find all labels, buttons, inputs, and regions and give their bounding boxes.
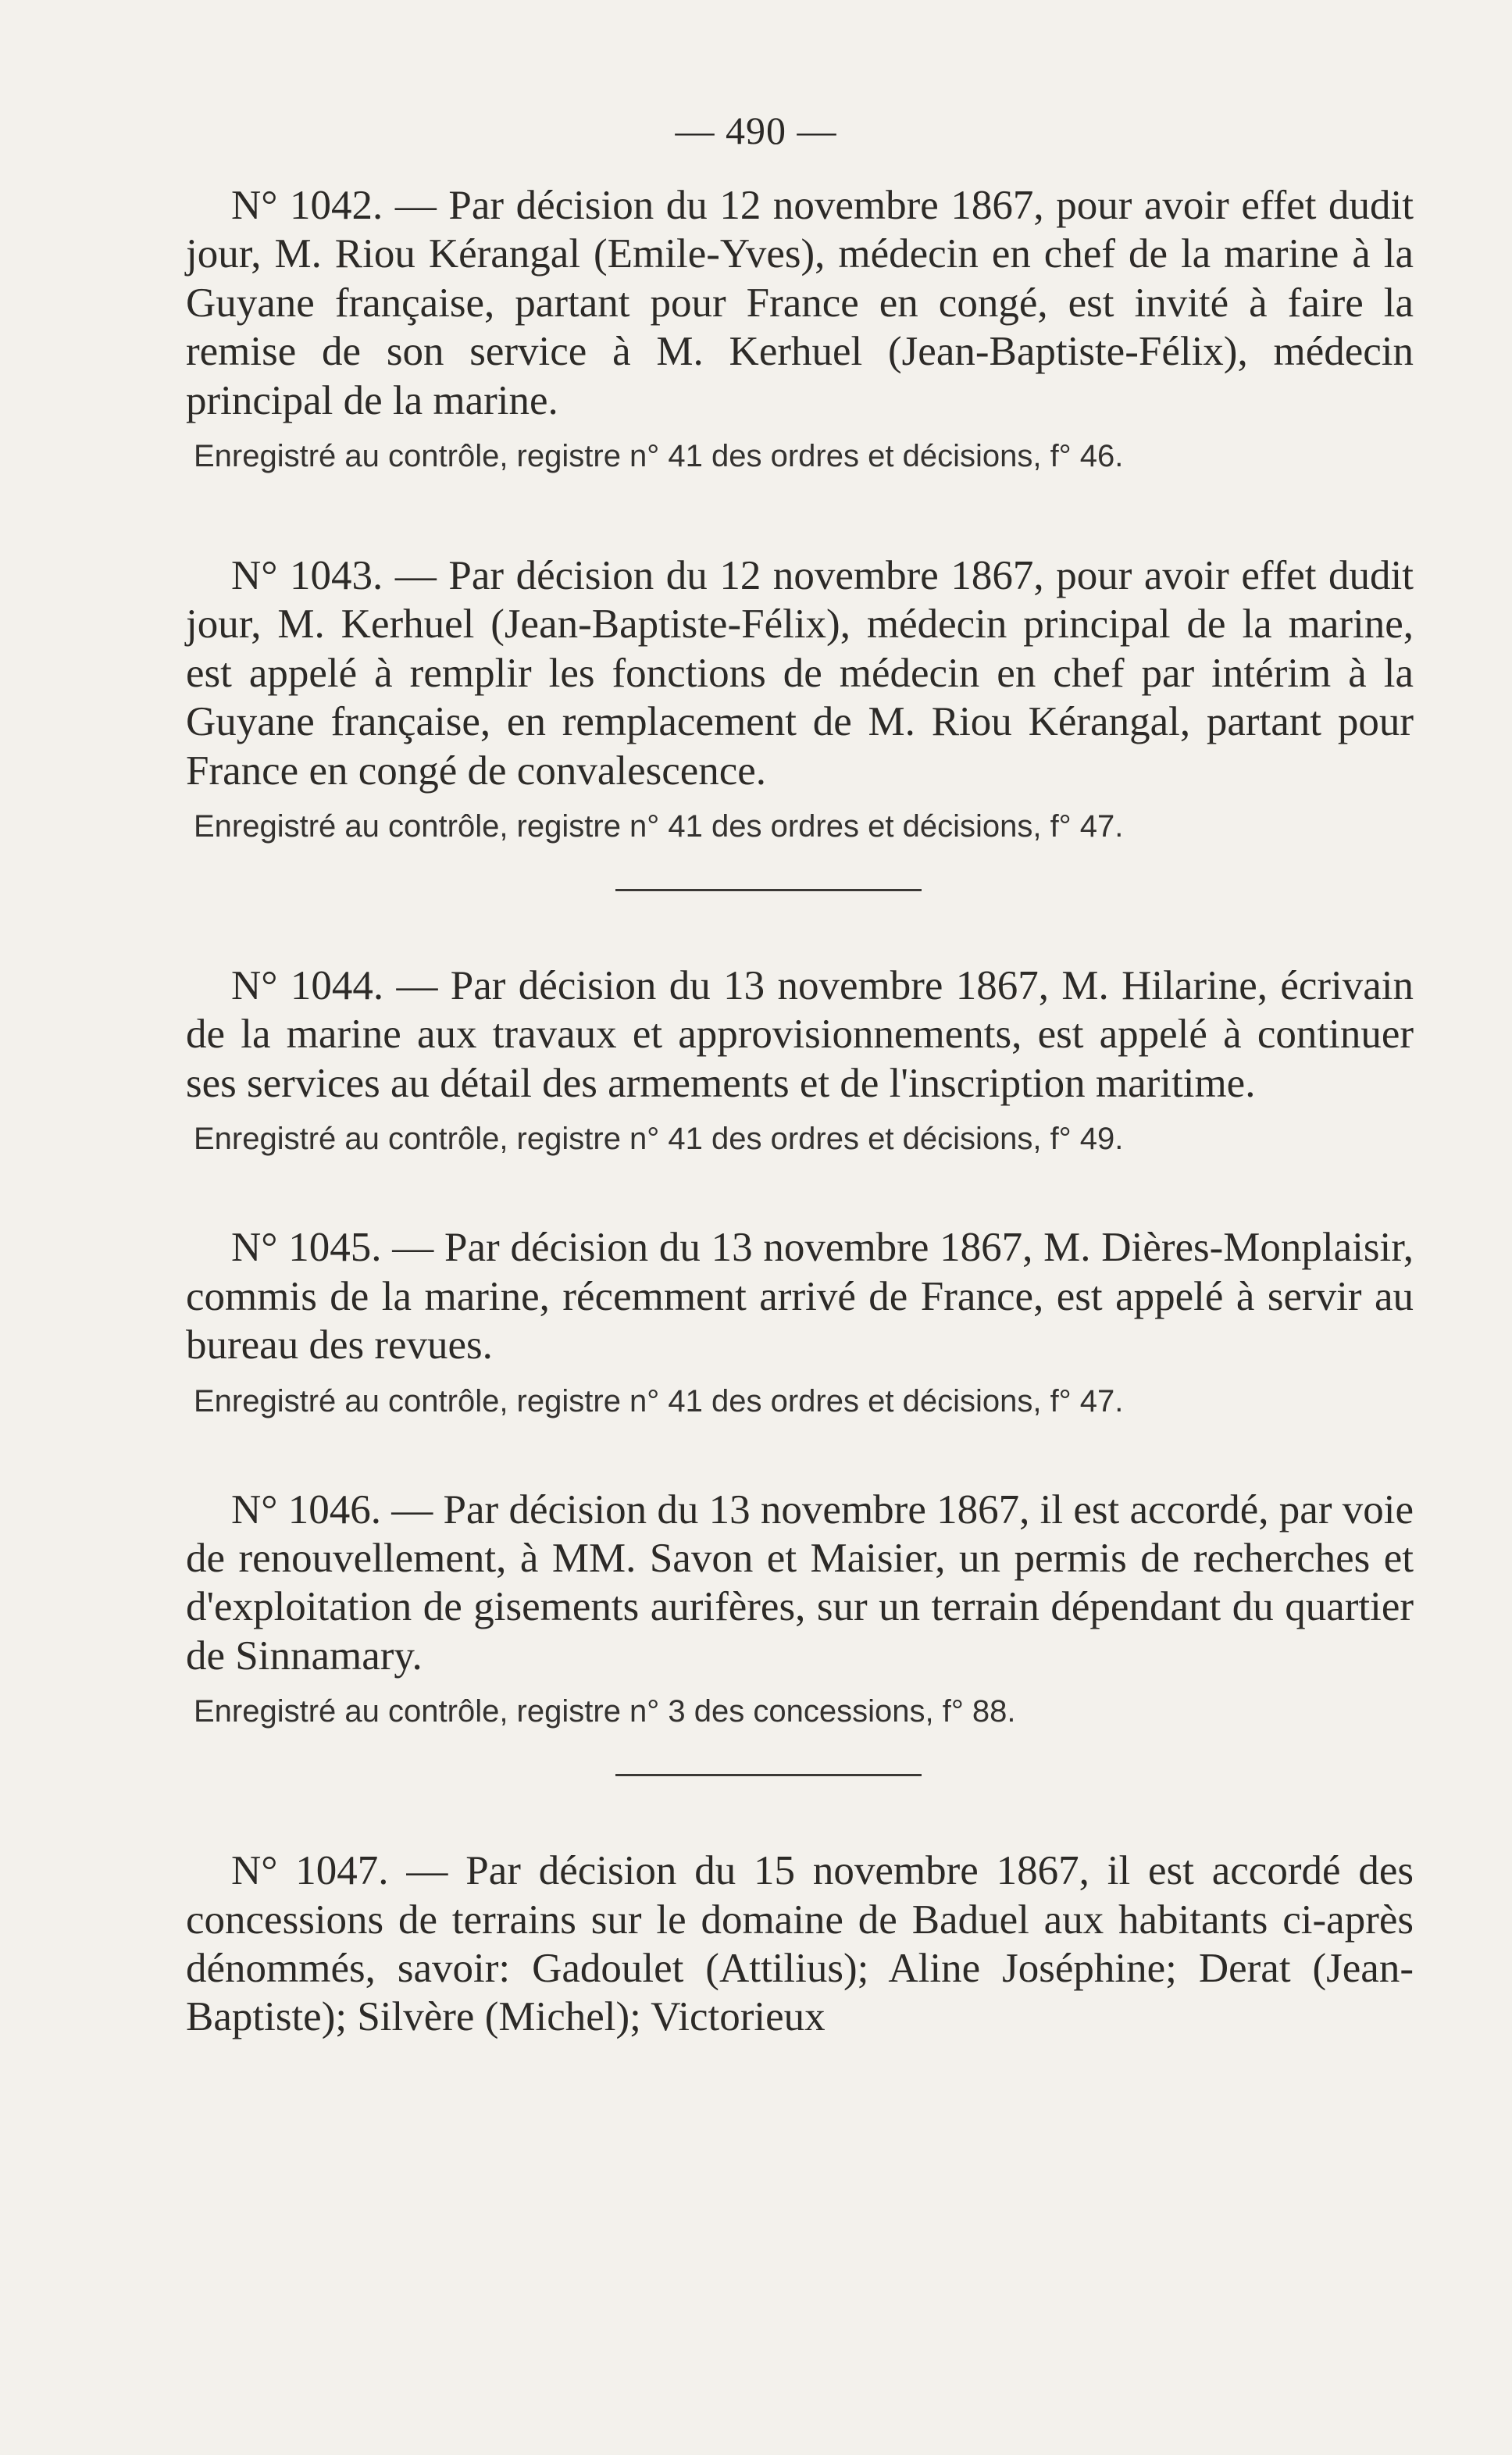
entry-number: N° 1043.: [231, 553, 383, 599]
entry-paragraph: [186, 1223, 1414, 1369]
registration-note: Enregistré au contrôle, registre n° 41 des ordres et décisions, f° 46.: [194, 439, 1124, 474]
entry-text: — Par décision du 12 novembre 1867, pour avoir effet dudit jour, M. Kerhuel (Jean-Baptiste-Félix), médecin principal de la marine, est appelé à remplir les fonctions de médecin en chef par intérim à la Guyane française, en remplacement de M. Riou Kérangal, partant pour France en congé de convalescence.: [186, 553, 1414, 794]
entry-text: — Par décision du 12 novembre 1867, pour avoir effet dudit jour, M. Riou Kérangal (Emile-Yves), médecin en chef de la marine à la Guyane française, partant pour France en congé, est invité à faire la remise de son service à M. Kerhuel (Jean-Baptiste-Félix), médecin principal de la marine.: [186, 183, 1414, 423]
page-number: — 490 —: [675, 109, 837, 152]
spacer: [186, 1161, 1414, 1223]
section-divider: [615, 1774, 922, 1776]
entry-text: — Par décision du 13 novembre 1867, M. Dières-Monplaisir, commis de la marine, récemment arrivé de France, est appelé à servir au bureau des revues.: [186, 1225, 1414, 1368]
entry-number: N° 1047.: [231, 1848, 389, 1894]
registration-note: Enregistré au contrôle, registre n° 41 des ordres et décisions, f° 49.: [194, 1122, 1124, 1157]
entry-paragraph: [186, 962, 1414, 1108]
entry-number: N° 1044.: [231, 963, 384, 1009]
page-body: [186, 181, 1414, 2042]
spacer: [186, 1423, 1414, 1486]
entry-number: N° 1045.: [231, 1225, 382, 1271]
decision-entry-1044: [186, 962, 1414, 1161]
decision-entry-1043: [186, 551, 1414, 848]
registration-note: Enregistré au contrôle, registre n° 41 des ordres et décisions, f° 47.: [194, 809, 1124, 844]
entry-paragraph: [186, 551, 1414, 795]
decision-entry-1047: [186, 1847, 1414, 2042]
entry-number: N° 1042.: [231, 183, 383, 228]
entry-paragraph: [186, 1486, 1414, 1681]
entry-text: — Par décision du 13 novembre 1867, M. Hilarine, écrivain de la marine aux travaux et approvisionnements, est appelé à continuer ses services au détail des armements et de l'inscription maritime.: [186, 963, 1414, 1106]
registration-note: Enregistré au contrôle, registre n° 41 des ordres et décisions, f° 47.: [194, 1383, 1124, 1418]
registration-note: Enregistré au contrôle, registre n° 3 des concessions, f° 88.: [194, 1694, 1016, 1729]
entry-text: — Par décision du 13 novembre 1867, il est accordé, par voie de renouvellement, à MM. Savon et Maisier, un permis de recherches et d'exploitation de gisements aurifères, sur un terrain dépendant du quartier de Sinnamary.: [186, 1486, 1414, 1679]
entry-paragraph: [186, 181, 1414, 425]
decision-entry-1046: [186, 1486, 1414, 1734]
entry-number: N° 1046.: [231, 1486, 381, 1533]
entry-text: — Par décision du 15 novembre 1867, il est accordé des concessions de terrains sur le domaine de Baduel aux habitants ci-après dénommés, savoir: Gadoulet (Attilius); Aline Joséphine; Derat (Jean-Baptiste); Silvère (Michel); Victorieux: [186, 1848, 1414, 2040]
section-divider: [615, 889, 922, 891]
decision-entry-1045: [186, 1223, 1414, 1422]
decision-entry-1042: [186, 181, 1414, 478]
entry-paragraph: [186, 1847, 1414, 2042]
spacer: [186, 478, 1414, 551]
